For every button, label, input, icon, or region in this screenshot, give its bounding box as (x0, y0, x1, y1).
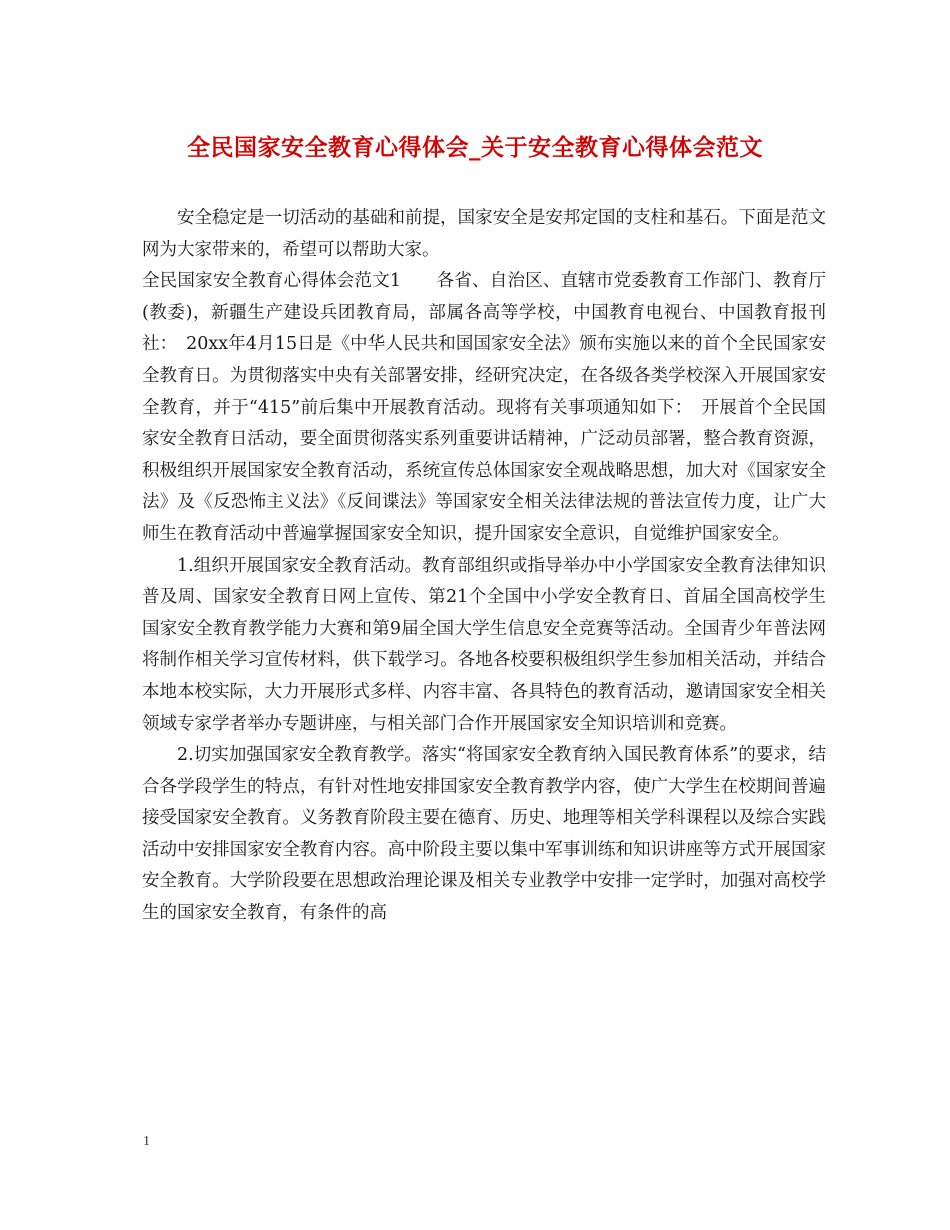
paragraph-notice: 全民国家安全教育心得体会范文1 各省、自治区、直辖市党委教育工作部门、教育厅(教委)，新疆生产建设兵团教育局，部属各高等学校，中国教育电视台、中国教育报刊社： 20xx年4月15日是《中华人民共和国国家安全法》颁布实施以来的首个全民国家安全教育日。为贯彻落实中央有关部署安排，经研究决定，在各级各类学校深入开展国家安全教育，并于“415”前后集中开展教育活动。现将有关事项通知如下： 开展首个全民国家安全教育日活动，要全面贯彻落实系列重要讲话精神，广泛动员部署，整合教育资源，积极组织开展国家安全教育活动，系统宣传总体国家安全观战略思想，加大对《国家安全法》及《反恐怖主义法》《反间谍法》等国家安全相关法律法规的普法宣传力度，让广大师生在教育活动中普遍掌握国家安全知识，提升国家安全意识，自觉维护国家安全。 (142, 271, 826, 544)
document-body (142, 203, 826, 930)
paragraph-item-2: 2.切实加强国家安全教育教学。落实“将国家安全教育纳入国民教育体系”的要求，结合各学段学生的特点，有针对性地安排国家安全教育教学内容，使广大学生在校期间普遍接受国家安全教育。义务教育阶段主要在德育、历史、地理等相关学科课程以及综合实践活动中安排国家安全教育内容。高中阶段主要以集中军事训练和知识讲座等方式开展国家安全教育。大学阶段要在思想政治理论课及相关专业教学中安排一定学时，加强对高校学生的国家安全教育，有条件的高 (142, 745, 826, 924)
document-title: 全民国家安全教育心得体会_关于安全教育心得体会范文 (187, 134, 763, 161)
paragraph-intro: 安全稳定是一切活动的基础和前提，国家安全是安邦定国的支柱和基石。下面是范文网为大家带来的，希望可以帮助大家。 (142, 208, 826, 260)
paragraph-item-1: 1.组织开展国家安全教育活动。教育部组织或指导举办中小学国家安全教育法律知识普及周、国家安全教育日网上宣传、第21个全国中小学安全教育日、首届全国高校学生国家安全教育教学能力大赛和第9届全国大学生信息安全竞赛等活动。全国青少年普法网将制作相关学习宣传材料，供下载学习。各地各校要积极组织学生参加相关活动，并结合本地本校实际，大力开展形式多样、内容丰富、各具特色的教育活动，邀请国家安全相关领域专家学者举办专题讲座，与相关部门合作开展国家安全知识培训和竞赛。 (142, 555, 826, 734)
page-number: 1 (143, 1134, 150, 1149)
